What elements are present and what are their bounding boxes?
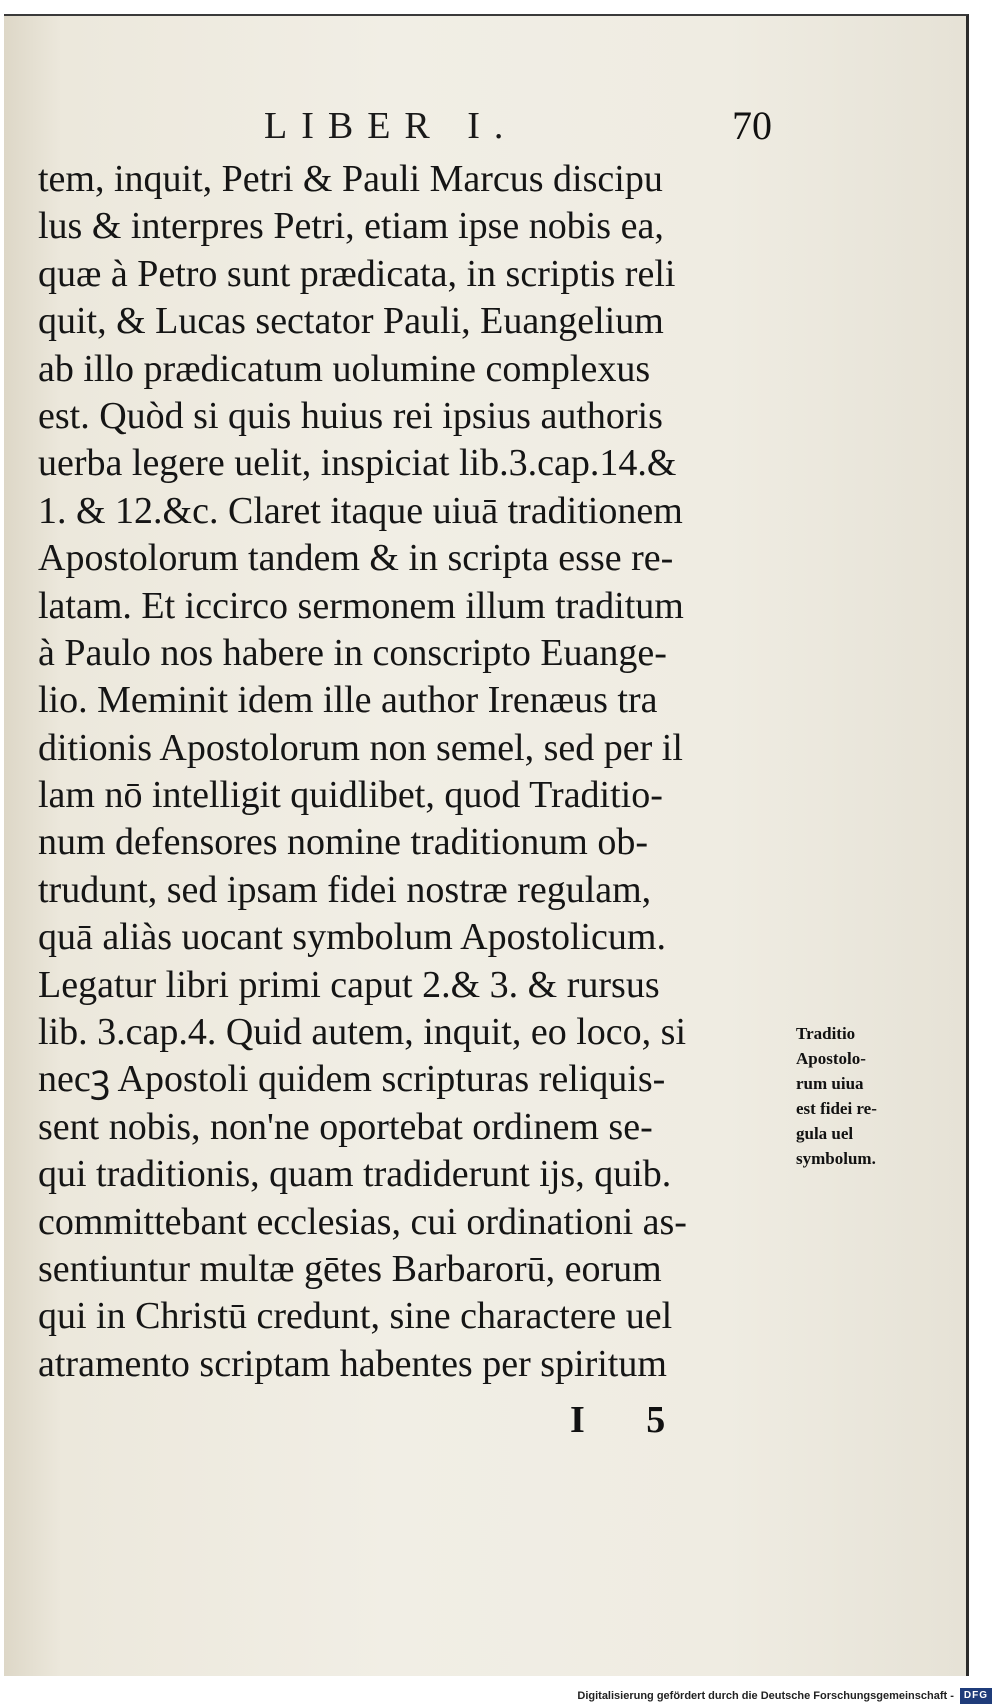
page-header: [4, 98, 969, 158]
marginal-note-line: symbolum.: [796, 1149, 876, 1168]
text-line: necꝫ Apostoli quidem scripturas reliquis-: [38, 1058, 666, 1101]
text-line: committebant ecclesias, cui ordinationi as-: [38, 1200, 687, 1243]
text-line: Apostolorum tandem & in scripta esse re-: [38, 537, 674, 580]
text-line: lib. 3.cap.4. Quid autem, inquit, eo loco, si: [38, 1011, 687, 1054]
text-line: num defensores nomine traditionum ob-: [38, 821, 648, 864]
dfg-logo: DFG: [960, 1688, 992, 1704]
digitization-credit: [577, 1686, 1000, 1706]
marginal-note: [796, 1021, 936, 1171]
text-line: tem, inquit, Petri & Pauli Marcus discipu: [38, 158, 663, 200]
marginal-note-line: gula uel: [796, 1124, 854, 1143]
signature-mark: I 5: [570, 1399, 692, 1441]
text-line: lus & interpres Petri, etiam ipse nobis ea,: [38, 205, 664, 248]
marginal-note-line: Apostolo-: [796, 1049, 866, 1068]
text-line: est. Quòd si quis huius rei ipsius authoris: [38, 394, 663, 437]
text-line: lio. Meminit idem ille author Irenæus tra: [38, 679, 658, 722]
text-line: ditionis Apostolorum non semel, sed per il: [38, 726, 683, 769]
text-line: latam. Et iccirco sermonem illum traditum: [38, 584, 684, 627]
page-number: 70: [732, 103, 772, 148]
text-line: qui traditionis, quam tradiderunt ijs, quib.: [38, 1153, 672, 1196]
text-line: quæ à Petro sunt prædicata, in scriptis reli: [38, 252, 676, 295]
marginal-note-line: Traditio: [796, 1024, 856, 1043]
book-page: [4, 14, 969, 1676]
text-line: atramento scriptam habentes per spiritum: [38, 1342, 667, 1385]
text-line: sentiuntur multæ gētes Barbarorū, eorum: [38, 1247, 662, 1290]
marginal-note-line: rum uiua: [796, 1074, 864, 1093]
text-line: uerba legere uelit, inspiciat lib.3.cap.14.&: [38, 442, 677, 485]
text-line: qui in Christū credunt, sine charactere uel: [38, 1295, 673, 1338]
running-head: LIBER I.: [264, 105, 518, 147]
text-line: à Paulo nos habere in conscripto Euange-: [38, 631, 667, 674]
text-line: ab illo prædicatum uolumine complexus: [38, 347, 651, 390]
text-line: trudunt, sed ipsam fidei nostræ regulam,: [38, 868, 652, 911]
text-line: lam nō intelligit quidlibet, quod Traditio-: [38, 774, 663, 817]
text-line: sent nobis, non'ne oportebat ordinem se-: [38, 1105, 653, 1148]
text-line: 1. & 12.&c. Claret itaque uiuā traditionem: [38, 489, 683, 532]
marginal-note-line: est fidei re-: [796, 1099, 877, 1118]
text-line: quā aliàs uocant symbolum Apostolicum.: [38, 916, 666, 959]
text-line: Legatur libri primi caput 2.& 3. & rursus: [38, 963, 660, 1006]
credit-text: Digitalisierung gefördert durch die Deutsche Forschungsgemeinschaft -: [577, 1690, 954, 1702]
body-text: [38, 156, 798, 1388]
text-line: quit, & Lucas sectator Pauli, Euangelium: [38, 300, 664, 343]
